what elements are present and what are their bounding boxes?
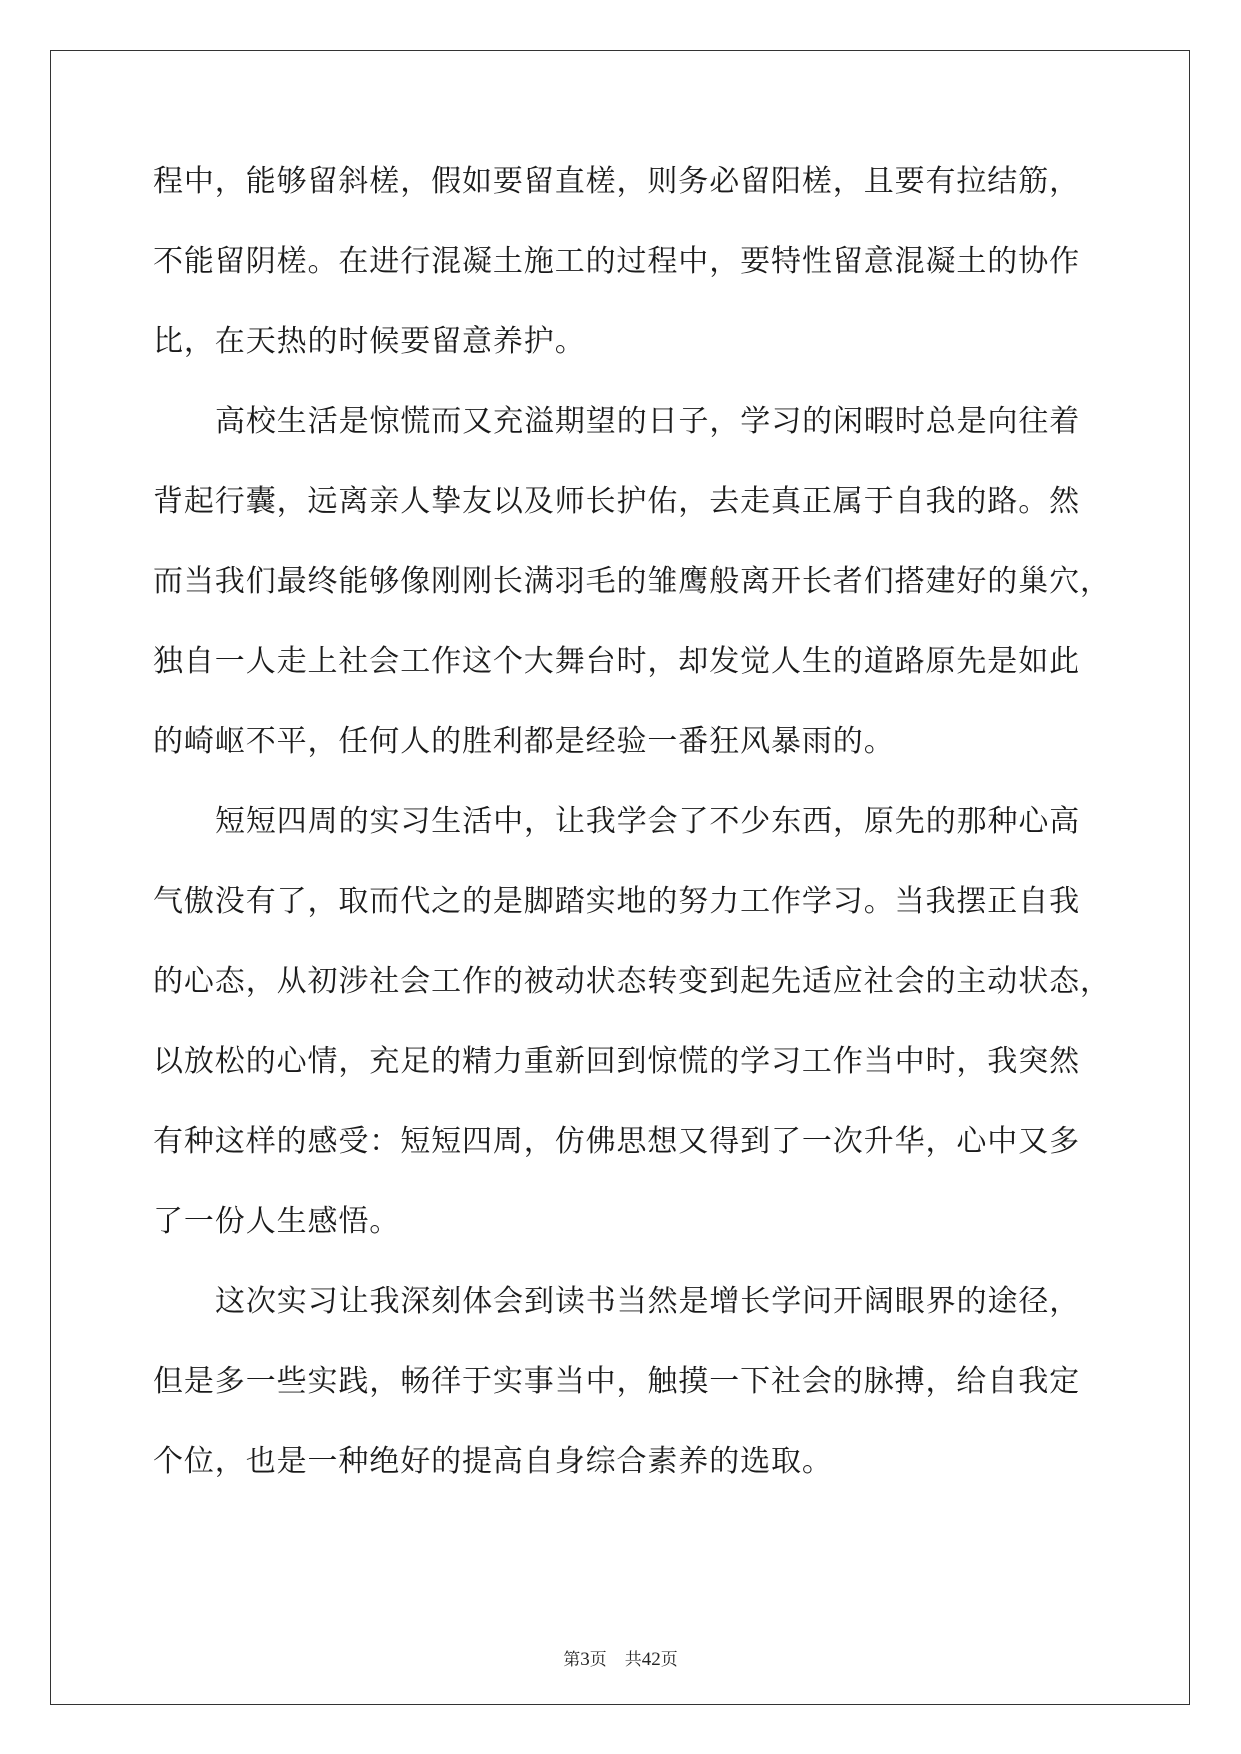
text-line-13: 有种这样的感受：短短四周，仿佛思想又得到了一次升华，心中又多 bbox=[153, 1124, 1080, 1159]
page-footer bbox=[0, 1645, 1241, 1671]
text-line-1: 程中，能够留斜槎，假如要留直槎，则务必留阳槎，且要有拉结筋， bbox=[153, 164, 1080, 199]
document-body bbox=[153, 160, 1111, 1520]
paragraph-start-line-9: 短短四周的实习生活中，让我学会了不少东西，原先的那种心高 bbox=[215, 804, 1081, 839]
total-prefix: 共 bbox=[624, 1650, 642, 1670]
page-suffix: 页 bbox=[589, 1650, 607, 1670]
text-line-16: 但是多一些实践，畅徉于实事当中，触摸一下社会的脉搏，给自我定 bbox=[153, 1364, 1080, 1399]
text-line-6: 而当我们最终能够像刚刚长满羽毛的雏鹰般离开长者们搭建好的巢穴， bbox=[153, 564, 1111, 599]
page-prefix: 第 bbox=[563, 1650, 581, 1670]
text-line-11: 的心态，从初涉社会工作的被动状态转变到起先适应社会的主动状态， bbox=[153, 964, 1111, 999]
text-line-17: 个位，也是一种绝好的提高自身综合素养的选取。 bbox=[153, 1444, 833, 1479]
text-line-10: 气傲没有了，取而代之的是脚踏实地的努力工作学习。当我摆正自我 bbox=[153, 884, 1080, 919]
text-line-3: 比，在天热的时候要留意养护。 bbox=[153, 324, 586, 359]
text-line-14: 了一份人生感悟。 bbox=[153, 1204, 401, 1239]
current-page-number: 3 bbox=[580, 1649, 590, 1670]
paragraph-start-line-15: 这次实习让我深刻体会到读书当然是增长学问开阔眼界的途径， bbox=[215, 1284, 1081, 1319]
paragraph-start-line-4: 高校生活是惊慌而又充溢期望的日子，学习的闲暇时总是向往着 bbox=[215, 404, 1081, 439]
text-line-12: 以放松的心情，充足的精力重新回到惊慌的学习工作当中时，我突然 bbox=[153, 1044, 1080, 1079]
text-line-2: 不能留阴槎。在进行混凝土施工的过程中，要特性留意混凝土的协作 bbox=[153, 244, 1080, 279]
text-line-8: 的崎岖不平，任何人的胜利都是经验一番狂风暴雨的。 bbox=[153, 724, 895, 759]
total-page-count: 42 bbox=[641, 1649, 661, 1670]
text-line-5: 背起行囊，远离亲人挚友以及师长护佑，去走真正属于自我的路。然 bbox=[153, 484, 1080, 519]
total-suffix: 页 bbox=[660, 1650, 678, 1670]
text-line-7: 独自一人走上社会工作这个大舞台时，却发觉人生的道路原先是如此 bbox=[153, 644, 1080, 679]
